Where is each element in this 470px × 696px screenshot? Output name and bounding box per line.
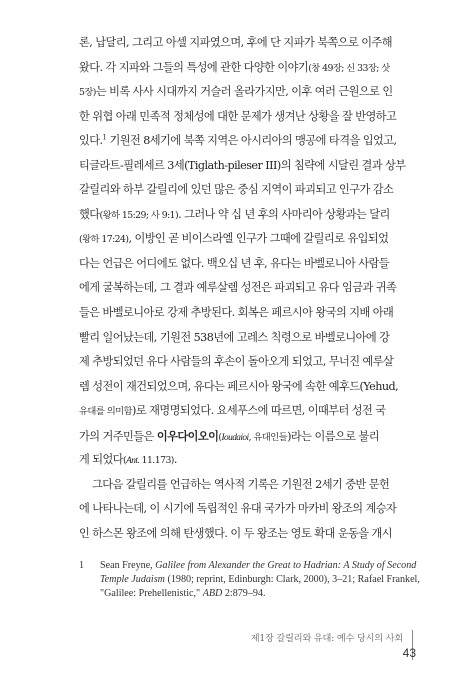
text-line: 했다(왕하 15:29; 사 9:1). 그러나 약 십 년 후의 사마리아 상황과는 달리 xyxy=(79,207,390,221)
text-line: 렘 성전이 재건되었으며, 유다는 페르시아 왕국에 속한 예후드(Yehud, xyxy=(79,379,399,393)
page-number: 43 xyxy=(402,646,416,660)
text-line: 갈릴리와 하부 갈릴리에 있던 많은 중심 지역이 파괴되고 인구가 감소 xyxy=(79,183,394,197)
footnote-marker[interactable]: 1 xyxy=(102,133,107,142)
text-line: 에 나타나는데, 이 시기에 독립적인 유대 국가가 마카비 왕조의 계승자 xyxy=(79,502,397,516)
body-text xyxy=(79,31,418,546)
text-line: 가의 거주민들은 이우다이오이(Ioudaioi, 유대인들)라는 이름으로 불리 xyxy=(79,428,379,443)
text-line: 왔다. 각 지파와 그들의 특성에 관한 다양한 이야기(창 49장; 신 33장; 삿 xyxy=(79,60,390,74)
text-line: 게 되었다(Ant. 11.173). xyxy=(79,453,177,467)
text-line: 그다음 갈릴리를 언급하는 역사적 기록은 기원전 2세기 중반 문헌 xyxy=(92,477,390,491)
text-line: 티글라트-필레세르 3세(Tiglath-pileser III)의 침략에 시달린 결과 상부 xyxy=(79,158,406,172)
text-line: 한 위협 아래 민족적 정체성에 대한 문제가 생겨난 상황을 잘 반영하고 xyxy=(79,109,397,123)
text-line: 5장)는 비록 사사 시대까지 거슬러 올라가지만, 이후 여러 근원으로 인 xyxy=(79,85,393,99)
running-head: 제1장 갈릴리와 유대: 예수 당시의 사회 xyxy=(251,630,413,660)
text-line: 들은 바벨로니아로 강제 추방된다. 회복은 페르시아 왕국의 지배 아래 xyxy=(79,306,394,320)
text-line: 에게 굴복하는데, 그 결과 예루살렘 성전은 파괴되고 유다 임금과 귀족 xyxy=(79,281,397,295)
text-line: 유대를 의미함)로 재명명되었다. 요세푸스에 따르면, 이때부터 성전 국 xyxy=(79,404,386,418)
footnote xyxy=(79,559,424,602)
text-line: 론, 납달리, 그리고 아셀 지파였으며, 후에 단 지파가 북쪽으로 이주해 xyxy=(79,36,393,49)
footnote-number: 1 xyxy=(79,560,85,571)
text-line: (왕하 17:24), 이방인 곧 비이스라엘 인구가 그때에 갈릴리로 유입되었 xyxy=(79,232,389,246)
text-line: 있다.$^1$ 기원전 8세기에 북쪽 지역은 아시리아의 맹공에 타격을 입었고, xyxy=(79,133,397,148)
text-line: 인 하스몬 왕조에 의해 탄생했다. 이 두 왕조는 영토 확대 운동을 개시 xyxy=(79,526,393,540)
footnote-text: Sean Freyne, Galilee from Alexander the Great to Hadrian: A Study of Second Temple Judaism (1980; reprint, Edinburgh: Clark, 2000), 3–21; Rafael Frankel, "Galilee: Prehellenistic," ABD 2:879–94. xyxy=(100,560,420,600)
text-line: 빨리 일어났는데, 기원전 538년에 고레스 칙령으로 바벨로니아에 강 xyxy=(79,330,390,344)
text-line: 제 추방되었던 유다 사람들의 후손이 돌아오게 되었고, 무너진 예루살 xyxy=(79,355,394,369)
text-line: 다는 언급은 어디에도 없다. 백오십 년 후, 유다는 바벨로니아 사람들 xyxy=(79,256,390,270)
